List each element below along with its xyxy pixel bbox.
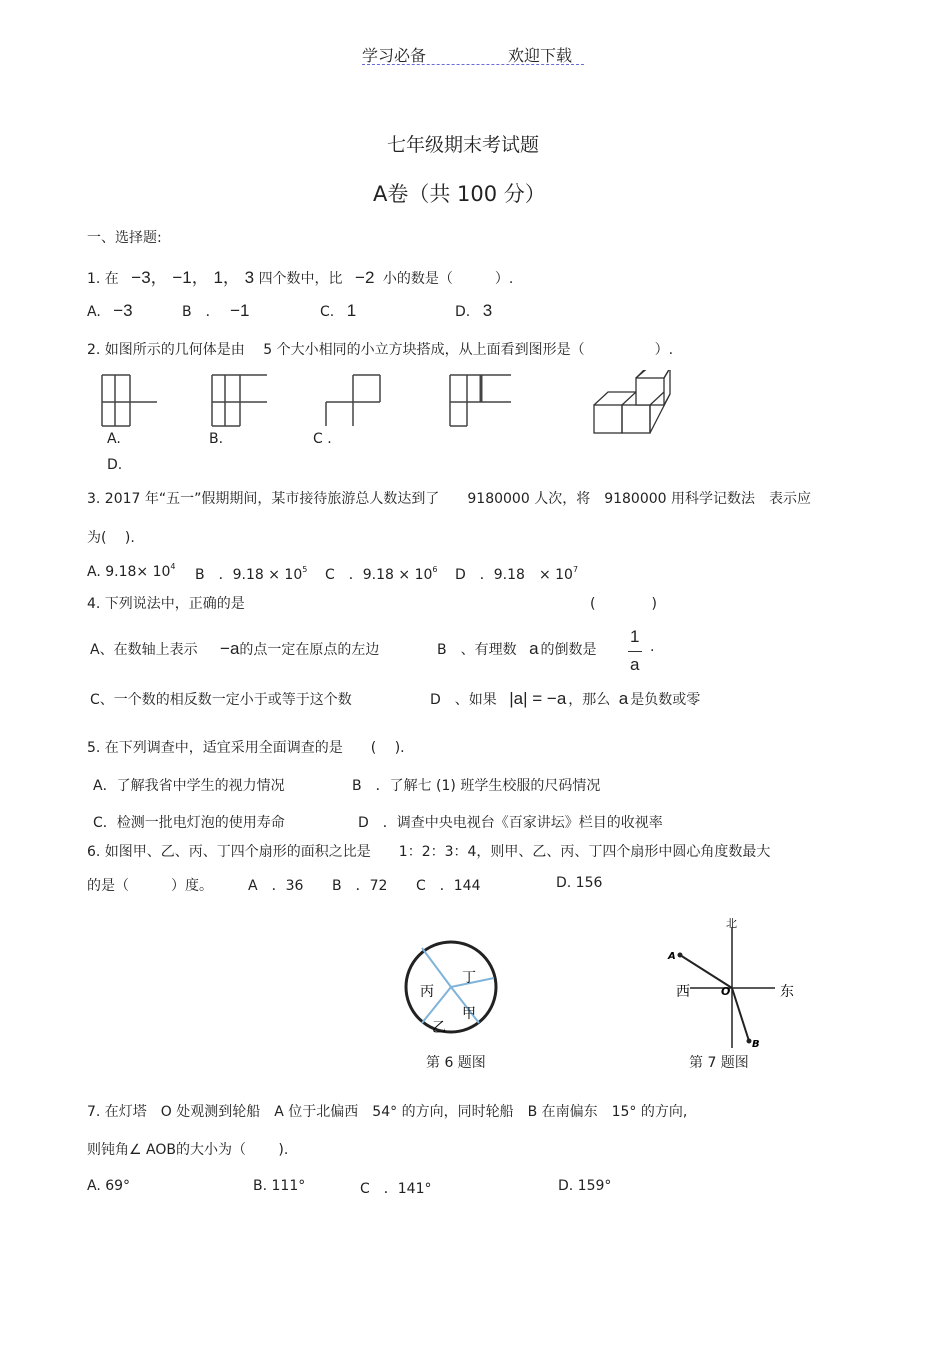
q4-option-a-math: −a bbox=[220, 639, 240, 658]
q4-fraction-denominator: a bbox=[630, 655, 640, 674]
q6-caption: 第 6 题图 bbox=[426, 1055, 486, 1071]
q1-option-c-value: 1 bbox=[346, 301, 357, 320]
q6-option-d: D. 156 bbox=[556, 875, 603, 891]
q3-option-a bbox=[87, 564, 176, 580]
q1-option-d-label: D. bbox=[455, 304, 471, 320]
q3-option-c bbox=[325, 564, 438, 584]
q7-direction-figure bbox=[660, 915, 810, 1050]
q7-north-label: 北 bbox=[726, 917, 737, 930]
q6-sector-ding: 丁 bbox=[462, 970, 476, 986]
q1-option-a-value: −3 bbox=[113, 301, 133, 320]
q3-option-a-exponent: 4 bbox=[170, 562, 176, 571]
q3-option-b-text: B ．9.18 × 10 bbox=[195, 567, 303, 583]
page-title: 七年级期末考试题 bbox=[387, 134, 540, 156]
q7-option-b: B. 111° bbox=[253, 1178, 306, 1194]
q7-east-label: 东 bbox=[780, 984, 794, 1000]
q1-option-b-value: −1 bbox=[230, 301, 250, 320]
q4-option-d-text3: 是负数或零 bbox=[630, 692, 701, 708]
q2-option-d: D. bbox=[107, 457, 123, 473]
q3-line1: 3. 2017 年“五一”假期期间，某市接待旅游总人数达到了 9180000 人次，将 9180000 用科学记数法 表示应 bbox=[87, 491, 811, 507]
q5-option-c: C．检测一批电灯泡的使用寿命 bbox=[93, 815, 285, 831]
q2-option-c: C . bbox=[313, 431, 332, 447]
q4-option-b-math: a bbox=[529, 639, 539, 658]
q7-line2: 则钝角∠ AOB的大小为（ ). bbox=[87, 1142, 289, 1158]
q3-option-d-exponent: 7 bbox=[572, 565, 579, 574]
q4-option-d bbox=[430, 689, 700, 709]
section-heading: 一、选择题: bbox=[87, 230, 162, 246]
q1-option-a-label: A. bbox=[87, 304, 101, 320]
q4-fraction-numerator: 1 bbox=[630, 627, 640, 646]
q4-option-a-text2: 的点一定在原点的左边 bbox=[239, 642, 380, 658]
page-subtitle: A卷（共 100 分） bbox=[373, 182, 546, 206]
q1-stem bbox=[87, 263, 513, 288]
q7-option-d: D. 159° bbox=[558, 1178, 612, 1194]
q3-option-c-exponent: 6 bbox=[432, 565, 438, 574]
q6-sector-jia: 甲 bbox=[462, 1006, 476, 1022]
q4-option-d-math: |a| = −a bbox=[509, 689, 567, 708]
q4-option-b-text2: 的倒数是 bbox=[540, 642, 597, 658]
q1-option-d bbox=[455, 301, 492, 321]
q6-option-a: A ．36 bbox=[248, 878, 304, 894]
q5-option-d: D ．调查中央电视台《百家讲坛》栏目的收视率 bbox=[358, 815, 663, 831]
q4-option-c: C、一个数的相反数一定小于或等于这个数 bbox=[90, 692, 352, 708]
q3-option-c-text: C ．9.18 × 10 bbox=[325, 567, 433, 583]
q6-line2: 的是（ ）度。 bbox=[87, 878, 213, 894]
q3-option-a-text: A. 9.18× 10 bbox=[87, 564, 171, 580]
q3-option-d-text: D ．9.18 × 10 bbox=[455, 567, 573, 583]
q2-option-b: B. bbox=[209, 431, 224, 447]
q5-stem: 5. 在下列调查中，适宜采用全面调查的是 ( ). bbox=[87, 740, 405, 756]
q6-sector-yi: 乙 bbox=[432, 1020, 446, 1036]
q1-option-c-label: C. bbox=[320, 304, 335, 320]
q7-b-label: B bbox=[752, 1039, 760, 1050]
q4-option-a-text1: A、在数轴上表示 bbox=[90, 642, 198, 658]
q2-figures bbox=[95, 370, 695, 440]
q4-option-b-text1: B 、有理数 bbox=[437, 642, 517, 658]
q4-option-b-end: . bbox=[650, 639, 655, 655]
q1-stem-b: 四个数中，比 bbox=[258, 271, 343, 287]
q2-option-d-view bbox=[450, 375, 511, 426]
q7-west-label: 西 bbox=[676, 984, 690, 1000]
q3-option-d bbox=[455, 564, 578, 584]
q1-option-a bbox=[87, 301, 133, 321]
q2-cube-solid bbox=[594, 370, 670, 433]
header-right: 欢迎下载 bbox=[508, 46, 573, 65]
q1-option-c bbox=[320, 301, 356, 321]
q1-stem-a: 1. 在 bbox=[87, 271, 119, 287]
q3-option-b-exponent: 5 bbox=[302, 565, 308, 574]
q7-o-label: O bbox=[721, 985, 731, 998]
q4-option-d-text1: D 、如果 bbox=[430, 692, 497, 708]
q6-sector-figure bbox=[400, 940, 504, 1036]
q4-paren: ( ) bbox=[590, 596, 657, 612]
q4-option-d-text2: ，那么 bbox=[568, 692, 611, 708]
q1-numbers: −3， −1， 1， 3 bbox=[131, 268, 255, 287]
q7-line1: 7. 在灯塔 O 处观测到轮船 A 位于北偏西 54° 的方向，同时轮船 B 在南偏东 15° 的方向, bbox=[87, 1104, 688, 1120]
q5-option-b: B ．了解七 (1) 班学生校服的尺码情况 bbox=[352, 778, 601, 794]
q2-stem: 2. 如图所示的几何体是由 5 个大小相同的小立方块搭成，从上面看到图形是（ ）. bbox=[87, 342, 674, 358]
q5-option-a: A．了解我省中学生的视力情况 bbox=[93, 778, 285, 794]
q7-option-c: C ．141° bbox=[360, 1181, 432, 1197]
q6-line1: 6. 如图甲、乙、丙、丁四个扇形的面积之比是 1：2：3：4，则甲、乙、丙、丁四个扇形中圆心角度数最大 bbox=[87, 844, 771, 860]
q1-option-b bbox=[182, 301, 249, 321]
q7-option-a: A. 69° bbox=[87, 1178, 131, 1194]
q2-option-c-view bbox=[326, 375, 380, 426]
q6-option-c: C ．144 bbox=[416, 878, 481, 894]
q1-option-d-value: 3 bbox=[482, 301, 493, 320]
q2-option-b-view bbox=[212, 375, 267, 426]
q4-option-b bbox=[437, 639, 597, 659]
q4-fraction-bar bbox=[628, 651, 642, 652]
header-left: 学习必备 bbox=[362, 46, 427, 65]
q1-compare-number: −2 bbox=[355, 268, 375, 287]
q1-option-b-label: B ． bbox=[182, 304, 220, 320]
q2-option-a-view bbox=[102, 375, 157, 426]
q4-option-d-math2: a bbox=[618, 689, 629, 708]
q7-caption: 第 7 题图 bbox=[689, 1055, 749, 1071]
q1-stem-c: 小的数是（ ）. bbox=[382, 271, 514, 287]
q3-option-b bbox=[195, 564, 307, 584]
q3-line2: 为( ). bbox=[87, 530, 135, 546]
q2-option-a: A. bbox=[107, 431, 121, 447]
q4-option-a bbox=[90, 639, 379, 659]
q6-sector-bing: 丙 bbox=[420, 984, 434, 1000]
header-dashed-line bbox=[362, 64, 584, 65]
q7-a-label: A bbox=[668, 951, 676, 962]
q4-stem: 4. 下列说法中，正确的是 bbox=[87, 596, 245, 612]
q6-option-b: B ．72 bbox=[332, 878, 388, 894]
